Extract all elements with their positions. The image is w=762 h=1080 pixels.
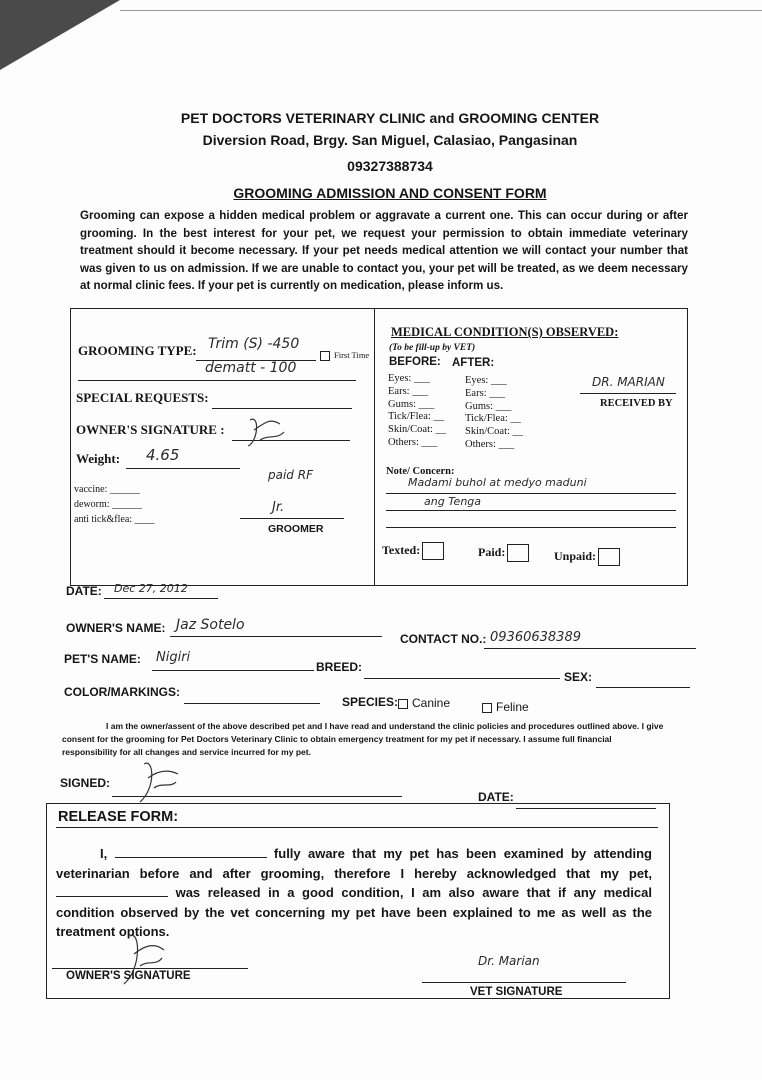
feline-option[interactable] xyxy=(482,700,529,714)
anti-tick-label: anti tick&flea: ____ xyxy=(74,514,155,525)
form-title: GROOMING ADMISSION AND CONSENT FORM xyxy=(233,185,547,201)
feline-label: Feline xyxy=(496,700,529,714)
unpaid-field xyxy=(554,548,620,566)
canine-checkbox[interactable] xyxy=(398,699,408,709)
before-item: Eyes: ___ xyxy=(388,373,430,384)
groomer-label: GROOMER xyxy=(268,523,324,535)
after-item: Skin/Coat: __ xyxy=(465,426,524,438)
deworm-label: deworm: ______ xyxy=(74,499,143,510)
species-label: SPECIES: xyxy=(342,695,399,709)
pet-name-value: Nigiri xyxy=(156,650,191,665)
after-item: Gums: ___ xyxy=(465,400,512,412)
clinic-name: PET DOCTORS VETERINARY CLINIC and GROOMING CENTER xyxy=(180,110,600,126)
after-item: Tick/Flea: __ xyxy=(465,413,521,425)
before-item: Others: ___ xyxy=(388,436,438,448)
owner-name-value: Jaz Sotelo xyxy=(176,617,245,633)
before-item: Tick/Flea: __ xyxy=(388,411,444,423)
groomer-initials: Jr. xyxy=(272,500,285,515)
special-requests-label: SPECIAL REQUESTS: xyxy=(76,390,209,405)
after-item: Others: ___ xyxy=(465,438,515,450)
note-value-1: Madami buhol at medyo maduni xyxy=(408,476,587,489)
grooming-type-value: Trim (S) -450 xyxy=(208,336,300,352)
first-time-field xyxy=(320,350,369,361)
contact-value: 09360638389 xyxy=(490,630,581,645)
weight-label: Weight: xyxy=(76,451,121,466)
medical-subtitle: (To be fill-up by VET) xyxy=(389,343,476,353)
after-item: Eyes: ___ xyxy=(465,375,507,386)
release-title: RELEASE FORM: xyxy=(58,809,179,825)
received-by-label: RECEIVED BY xyxy=(600,398,673,409)
clinic-phone: 09327388734 xyxy=(347,158,433,174)
paid-label: Paid: xyxy=(478,544,506,559)
vaccine-label: vaccine: ______ xyxy=(74,484,140,495)
owners-signature-label: OWNER'S SIGNATURE : xyxy=(76,422,225,437)
grooming-type-value-2: dematt - 100 xyxy=(205,360,297,376)
texted-label: Texted: xyxy=(382,542,421,557)
medical-title: MEDICAL CONDITION(S) OBSERVED: xyxy=(391,325,619,339)
after-label: AFTER: xyxy=(452,357,495,369)
unpaid-label: Unpaid: xyxy=(554,548,597,563)
scan-corner-shadow xyxy=(0,0,120,70)
pet-name-label: PET'S NAME: xyxy=(64,652,141,666)
owner-name-label: OWNER'S NAME: xyxy=(66,621,166,635)
signed-label: SIGNED: xyxy=(60,776,111,790)
box-divider xyxy=(374,308,375,586)
paid-field xyxy=(478,544,529,562)
texted-field xyxy=(382,542,444,560)
weight-value: 4.65 xyxy=(146,446,180,464)
release-text: I, fully aware that my pet has been examined by attending veterinarian before and after grooming, therefore I hereby acknowledged that my pet, was released in a good condition, I am also aware that if any medical condition observed by the vet concerning my pet have been explained to me as well as the treatment options. xyxy=(56,846,652,939)
feline-checkbox[interactable] xyxy=(482,703,492,713)
vet-signature-label: VET SIGNATURE xyxy=(470,986,563,998)
sex-label: SEX: xyxy=(564,670,593,684)
before-item: Ears: ___ xyxy=(388,385,428,397)
contact-label: CONTACT NO.: xyxy=(400,632,487,646)
texted-checkbox[interactable] xyxy=(422,542,444,560)
canine-option[interactable] xyxy=(398,696,450,710)
before-item: Skin/Coat: __ xyxy=(388,424,447,436)
intro-paragraph: Grooming can expose a hidden medical problem or aggravate a current one. This can occur during or after grooming. In the best interest for your pet, we request your permission to obtain immediate veterinary treatment should it become necessary. If your pet needs medical attention we will contact your number that was given to us on admission. If we are unable to contact you, your pet will be treated, as we deem necessary at normal clinic fees. If your pet is currently on medication, please inform us. xyxy=(80,209,688,292)
received-by-value: DR. MARIAN xyxy=(592,375,665,389)
scan-top-edge xyxy=(120,10,762,11)
grooming-type-label: GROOMING TYPE: xyxy=(78,343,197,358)
owner-release-scribble xyxy=(110,928,170,992)
date-label: DATE: xyxy=(66,584,102,598)
owner-signature-release-label: OWNER'S SIGNATURE xyxy=(66,970,191,982)
before-list xyxy=(388,373,458,450)
note-label: Note/ Concern: xyxy=(386,466,455,477)
signed-scribble xyxy=(126,758,186,808)
before-label: BEFORE: xyxy=(389,356,441,368)
paid-note: paid RF xyxy=(268,468,313,482)
signed-date-label: DATE: xyxy=(478,790,514,804)
clinic-address: Diversion Road, Brgy. San Miguel, Calasiao, Pangasinan xyxy=(202,132,578,148)
breed-label: BREED: xyxy=(316,660,363,674)
color-label: COLOR/MARKINGS: xyxy=(64,685,180,699)
note-value-2: ang Tenga xyxy=(424,495,482,508)
paid-checkbox[interactable] xyxy=(507,544,529,562)
first-time-checkbox[interactable] xyxy=(320,351,330,361)
first-time-label: First Time xyxy=(334,350,370,360)
unpaid-checkbox[interactable] xyxy=(598,548,620,566)
after-item: Ears: ___ xyxy=(465,387,505,399)
consent-paragraph: I am the owner/assent of the above described pet and I have read and understand the clinic policies and procedures outlined above. I give consent for the grooming for Pet Doctors Veterinary Clinic to obtain emergency treatment for my pet if necessary. I assume full financial responsibility for all changes and service incurred for my pet. xyxy=(62,721,664,757)
vet-signature-value: Dr. Marian xyxy=(478,954,540,968)
owner-signature-scribble xyxy=(240,412,290,452)
date-value: Dec 27, 2012 xyxy=(114,582,188,595)
canine-label: Canine xyxy=(412,696,451,710)
after-list xyxy=(465,375,545,452)
before-item: Gums: ___ xyxy=(388,398,435,410)
